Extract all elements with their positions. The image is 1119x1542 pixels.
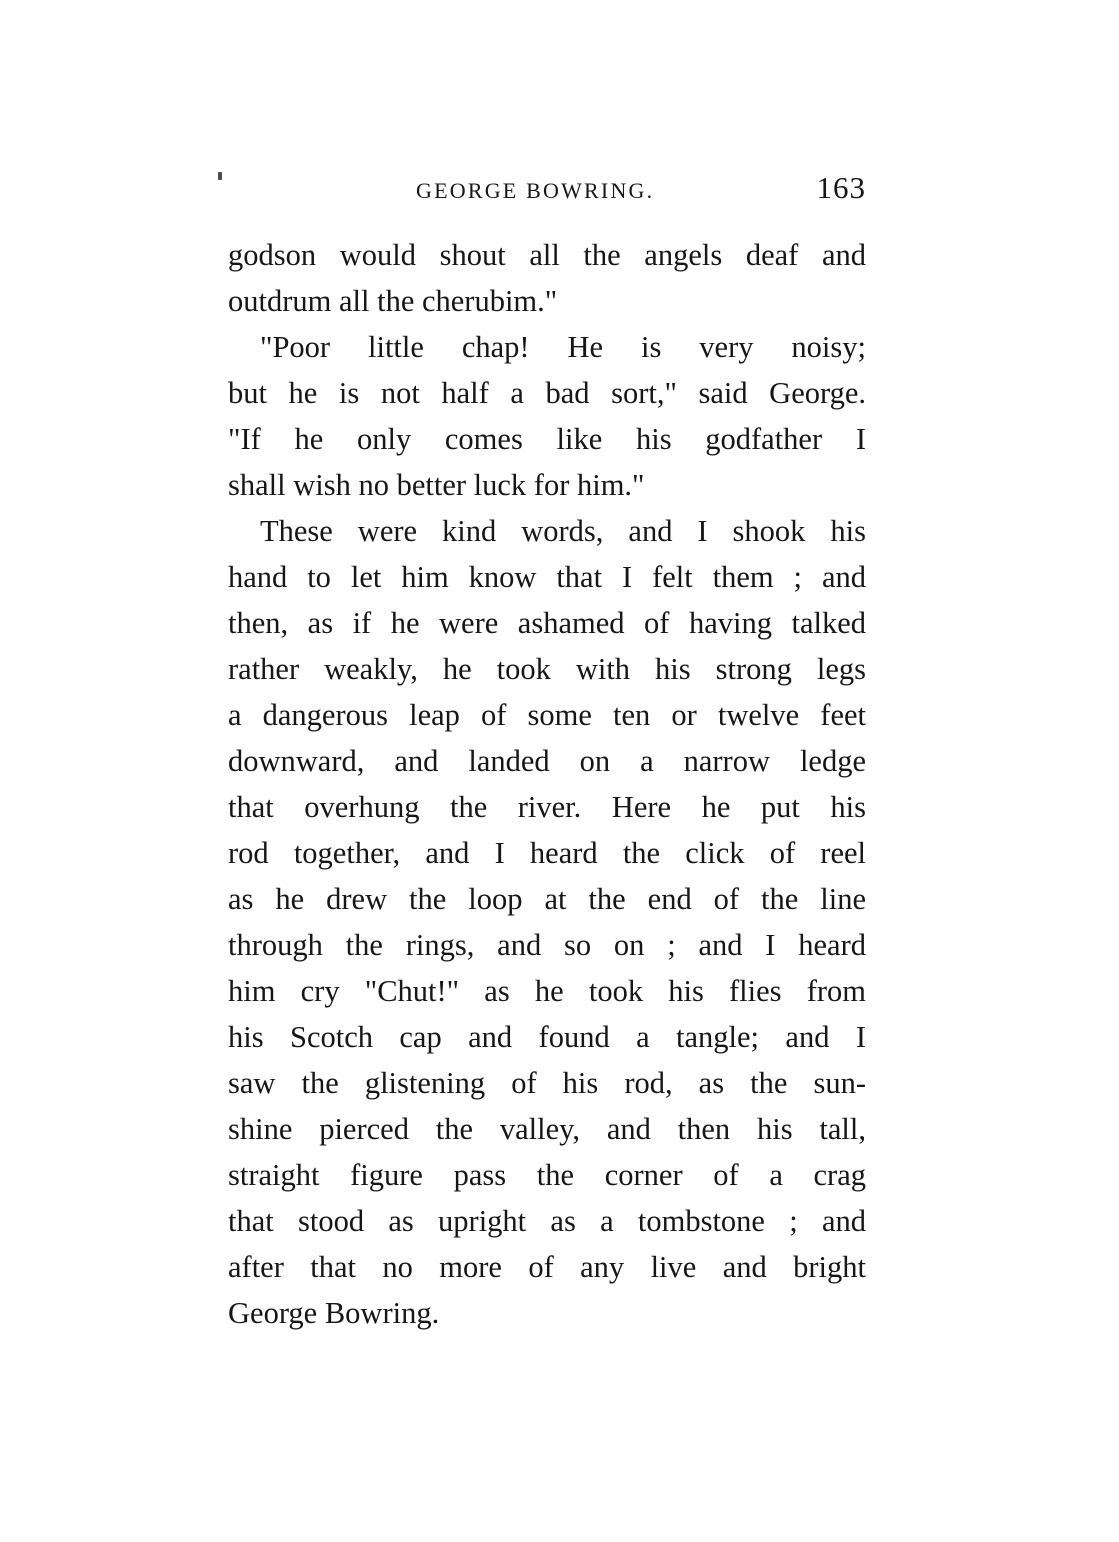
running-head-title: GEORGE BOWRING. [416,178,655,203]
text-line: downward, and landed on a narrow ledge [228,744,866,778]
text-line: George Bowring. [228,1296,440,1330]
page-number: 163 [816,170,866,205]
text-line: outdrum all the cherubim." [228,284,558,318]
text-line: that stood as upright as a tombstone ; and [228,1204,866,1238]
text-line: "If he only comes like his godfather I [228,422,866,456]
text-line: shine pierced the valley, and then his tall, [228,1112,866,1146]
text-line: then, as if he were ashamed of having talked [228,606,866,640]
text-line: rather weakly, he took with his strong legs [228,652,866,686]
text-line: his Scotch cap and found a tangle; and I [228,1020,866,1054]
text-line: rod together, and I heard the click of reel [228,836,866,870]
text-line: saw the glistening of his rod, as the sun- [228,1066,866,1100]
text-line: as he drew the loop at the end of the line [228,882,866,916]
text-line: that overhung the river. Here he put his [228,790,866,824]
running-header [228,172,866,212]
text-line: These were kind words, and I shook his [260,514,866,548]
text-line: godson would shout all the angels deaf and [228,238,866,272]
text-line: a dangerous leap of some ten or twelve feet [228,698,866,732]
text-line: hand to let him know that I felt them ; and [228,560,866,594]
text-line: him cry "Chut!" as he took his flies from [228,974,866,1008]
text-line: straight figure pass the corner of a crag [228,1158,866,1192]
text-line: "Poor little chap! He is very noisy; [260,330,866,364]
ink-speck [218,172,222,180]
text-line: after that no more of any live and bright [228,1250,866,1284]
text-line: but he is not half a bad sort," said George. [228,376,866,410]
body-text [228,232,866,1336]
text-line: through the rings, and so on ; and I heard [228,928,866,962]
text-line: shall wish no better luck for him." [228,468,645,502]
